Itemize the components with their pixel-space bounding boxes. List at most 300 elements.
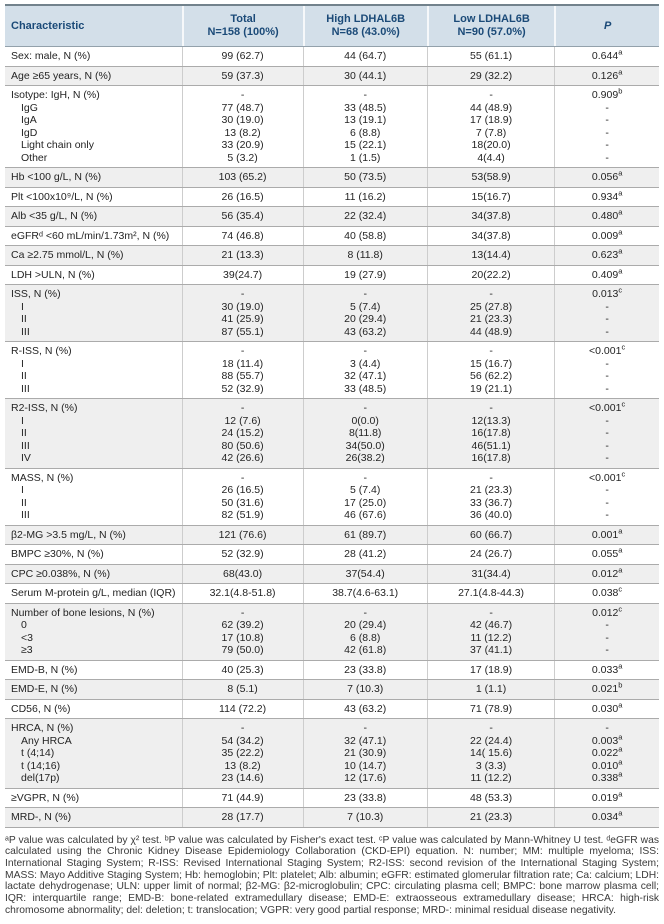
cell-line: HRCA, N (%) bbox=[11, 722, 74, 734]
cell-line: - bbox=[605, 114, 609, 126]
cell-line: 20 (29.4) bbox=[344, 619, 387, 631]
cell-line: III bbox=[21, 382, 30, 395]
row-value-cell bbox=[427, 168, 555, 187]
row-value-cell bbox=[427, 188, 555, 207]
cell-line: 0.644$^a$ bbox=[591, 47, 623, 62]
row-value-cell bbox=[303, 565, 427, 584]
row-value-cell bbox=[554, 469, 659, 525]
cell-line: 0.055$^a$ bbox=[591, 545, 623, 560]
cell-line: 0.409$^a$ bbox=[591, 266, 623, 281]
cell-line: 15 (16.7) bbox=[470, 357, 513, 370]
cell-line: 13 (8.2) bbox=[224, 126, 261, 139]
cell-line: 38.7(4.6-63.1) bbox=[332, 587, 399, 599]
cell-line: 56 (35.4) bbox=[221, 210, 264, 222]
cell-line: - bbox=[489, 471, 493, 484]
cell-line: 25 (27.8) bbox=[470, 300, 513, 313]
table-row-group bbox=[5, 603, 659, 660]
table-row-group bbox=[5, 788, 659, 808]
cell-line: 23 (33.8) bbox=[344, 663, 387, 676]
p-value-superscript: a bbox=[618, 789, 623, 798]
p-value-superscript: a bbox=[618, 188, 623, 197]
cell-line: R-ISS, N (%) bbox=[11, 345, 72, 357]
cell-line: 46(51.1) bbox=[471, 439, 511, 452]
cell-line: 30 (44.1) bbox=[344, 69, 387, 82]
cell-line: 0.013$^c$ bbox=[592, 285, 623, 300]
row-value-cell bbox=[554, 808, 659, 827]
cell-line: 0.010$^a$ bbox=[591, 757, 623, 772]
cell-line: 17 (25.0) bbox=[344, 496, 387, 509]
row-value-cell bbox=[182, 661, 303, 680]
table-row-group bbox=[5, 85, 659, 167]
cell-line: 17 (10.8) bbox=[221, 631, 264, 644]
table-row-group bbox=[5, 583, 659, 603]
row-value-cell bbox=[303, 789, 427, 808]
cell-line: - bbox=[605, 325, 609, 338]
cell-line: 0.034$^a$ bbox=[591, 808, 623, 823]
cell-line: 55 (61.1) bbox=[470, 50, 513, 62]
row-value-cell bbox=[554, 719, 659, 788]
p-value-superscript: a bbox=[618, 227, 623, 236]
cell-line: - bbox=[605, 357, 609, 370]
cell-line: III bbox=[21, 509, 30, 521]
cell-line: - bbox=[240, 606, 245, 619]
cell-line: 23 (33.8) bbox=[344, 791, 387, 804]
column-header-high-ldhal6b bbox=[303, 6, 427, 46]
cell-line: 82 (51.9) bbox=[221, 509, 264, 521]
cell-line: <3 bbox=[21, 631, 33, 644]
row-value-cell bbox=[182, 526, 303, 545]
cell-line: Ca ≥2.75 mmol/L, N (%) bbox=[11, 249, 124, 261]
cell-line: - bbox=[240, 471, 245, 484]
cell-line: 6 (8.8) bbox=[350, 631, 381, 644]
row-value-cell bbox=[427, 207, 555, 226]
row-value-cell bbox=[182, 604, 303, 660]
row-value-cell bbox=[182, 207, 303, 226]
cell-line: 33 (48.5) bbox=[344, 382, 387, 395]
row-value-cell bbox=[427, 700, 555, 719]
cell-line: III bbox=[21, 439, 30, 452]
cell-line: 34(50.0) bbox=[345, 439, 385, 452]
cell-line: 0(0.0) bbox=[351, 414, 379, 427]
cell-line: - bbox=[363, 89, 367, 101]
column-header-low-ldhal6b bbox=[427, 6, 555, 46]
cell-line: ≥VGPR, N (%) bbox=[11, 791, 80, 804]
row-label-cell bbox=[5, 207, 182, 226]
cell-line: 34(37.8) bbox=[471, 210, 511, 222]
cell-line: 24 (26.7) bbox=[470, 548, 513, 560]
cell-line: 103 (65.2) bbox=[218, 171, 267, 183]
cell-line: 62 (39.2) bbox=[221, 619, 264, 631]
cell-line: - bbox=[605, 370, 609, 382]
cell-line: BMPC ≥30%, N (%) bbox=[11, 548, 104, 560]
cell-line: Other bbox=[21, 151, 48, 164]
p-value-superscript: b bbox=[618, 86, 623, 96]
cell-line: Plt <100x10⁹/L, N (%) bbox=[11, 190, 113, 203]
cell-line: IgG bbox=[21, 101, 38, 114]
cell-line: 12(13.3) bbox=[471, 414, 511, 427]
row-value-cell bbox=[554, 584, 659, 603]
cell-line: 11 (12.2) bbox=[470, 772, 512, 784]
p-value-superscript: a bbox=[618, 246, 623, 256]
cell-line: 11 (16.2) bbox=[344, 190, 386, 203]
row-label-cell bbox=[5, 719, 182, 788]
cell-line: Light chain only bbox=[21, 139, 94, 151]
row-label-cell bbox=[5, 469, 182, 525]
row-value-cell bbox=[427, 719, 555, 788]
p-value-superscript: c bbox=[621, 399, 626, 409]
cell-line: - bbox=[240, 89, 245, 101]
cell-line: 21 (30.9) bbox=[344, 747, 387, 759]
row-value-cell bbox=[303, 246, 427, 265]
cell-line: 26(38.2) bbox=[345, 452, 385, 464]
cell-line: 6 (8.8) bbox=[350, 126, 381, 139]
column-header-characteristic bbox=[5, 6, 182, 46]
row-label-cell bbox=[5, 584, 182, 603]
row-value-cell bbox=[427, 526, 555, 545]
p-value-superscript: a bbox=[618, 744, 623, 754]
cell-line: 44 (48.9) bbox=[470, 101, 513, 114]
row-label-cell bbox=[5, 342, 182, 398]
cell-line: 26 (16.5) bbox=[221, 190, 264, 203]
cell-line: 52 (32.9) bbox=[221, 548, 264, 560]
cell-line: 18 (11.4) bbox=[221, 357, 264, 370]
row-label-cell bbox=[5, 67, 182, 86]
cell-line: 12 (17.6) bbox=[344, 772, 387, 784]
cell-line: 74 (46.8) bbox=[221, 229, 264, 242]
cell-line: 12 (7.6) bbox=[224, 414, 261, 427]
row-label-cell bbox=[5, 808, 182, 827]
row-value-cell bbox=[554, 47, 659, 66]
row-label-cell bbox=[5, 285, 182, 341]
row-value-cell bbox=[182, 565, 303, 584]
cell-line: 32 (47.1) bbox=[344, 370, 387, 382]
row-value-cell bbox=[182, 67, 303, 86]
row-value-cell bbox=[427, 47, 555, 66]
row-value-cell bbox=[303, 661, 427, 680]
cell-line: 32 (47.1) bbox=[344, 734, 387, 747]
column-header-sub: N=68 (43.0%) bbox=[331, 26, 400, 38]
cell-line: 33 (48.5) bbox=[344, 101, 387, 114]
cell-line: 7 (10.3) bbox=[347, 811, 384, 823]
cell-line: 87 (55.1) bbox=[221, 325, 264, 338]
row-value-cell bbox=[182, 266, 303, 285]
row-value-cell bbox=[303, 526, 427, 545]
row-value-cell bbox=[303, 47, 427, 66]
table-row-group bbox=[5, 807, 659, 827]
cell-line: CD56, N (%) bbox=[11, 702, 71, 715]
p-value-superscript: a bbox=[618, 266, 623, 275]
cell-line: 37(54.4) bbox=[345, 567, 385, 580]
cell-line: - bbox=[605, 427, 609, 439]
row-label-cell bbox=[5, 661, 182, 680]
cell-line: III bbox=[21, 325, 30, 338]
cell-line: del(17p) bbox=[21, 772, 60, 784]
row-value-cell bbox=[303, 584, 427, 603]
cell-line: 40 (58.8) bbox=[344, 229, 387, 242]
row-value-cell bbox=[554, 545, 659, 564]
cell-line: 61 (89.7) bbox=[344, 528, 387, 541]
row-value-cell bbox=[427, 227, 555, 246]
row-value-cell bbox=[303, 285, 427, 341]
cell-line: 3 (4.4) bbox=[350, 357, 381, 370]
cell-line: - bbox=[605, 101, 609, 114]
row-value-cell bbox=[554, 266, 659, 285]
row-value-cell bbox=[303, 86, 427, 167]
table-row-group bbox=[5, 398, 659, 468]
row-value-cell bbox=[554, 680, 659, 699]
cell-line: - bbox=[240, 402, 245, 414]
cell-line: - bbox=[605, 509, 609, 521]
cell-line: 0.038$^c$ bbox=[592, 584, 623, 599]
cell-line: 16(17.8) bbox=[471, 427, 511, 439]
row-value-cell bbox=[182, 342, 303, 398]
p-value-superscript: b bbox=[618, 680, 623, 690]
cell-line: 22 (32.4) bbox=[344, 210, 387, 222]
cell-line: 80 (50.6) bbox=[221, 439, 264, 452]
cell-line: t (14;16) bbox=[21, 759, 61, 772]
row-label-cell bbox=[5, 526, 182, 545]
row-label-cell bbox=[5, 227, 182, 246]
table-row-group bbox=[5, 699, 659, 719]
row-label-cell bbox=[5, 604, 182, 660]
row-value-cell bbox=[427, 545, 555, 564]
cell-line: 28 (41.2) bbox=[344, 548, 387, 560]
p-value-superscript: a bbox=[618, 545, 623, 555]
cell-line: 53(58.9) bbox=[471, 171, 511, 183]
cell-line: 0.009$^a$ bbox=[591, 227, 623, 242]
table-row-group bbox=[5, 544, 659, 564]
cell-line: 54 (34.2) bbox=[221, 734, 264, 747]
cell-line: 59 (37.3) bbox=[221, 69, 264, 82]
cell-line: 50 (73.5) bbox=[344, 171, 387, 183]
cell-line: - bbox=[489, 722, 493, 734]
row-value-cell bbox=[554, 342, 659, 398]
row-label-cell bbox=[5, 700, 182, 719]
row-label-cell bbox=[5, 86, 182, 167]
cell-line: Isotype: IgH, N (%) bbox=[11, 89, 100, 101]
cell-line: 71 (44.9) bbox=[221, 791, 264, 804]
cell-line: 0.012$^c$ bbox=[592, 604, 623, 619]
column-header-label: Characteristic bbox=[11, 19, 85, 32]
cell-line: 21 (13.3) bbox=[221, 249, 264, 261]
row-value-cell bbox=[303, 188, 427, 207]
row-value-cell bbox=[554, 526, 659, 545]
cell-line: 1 (1.5) bbox=[350, 151, 381, 164]
cell-line: 21 (23.3) bbox=[470, 811, 513, 823]
row-value-cell bbox=[427, 680, 555, 699]
cell-line: 5 (3.2) bbox=[227, 151, 258, 164]
row-value-cell bbox=[303, 545, 427, 564]
row-value-cell bbox=[554, 227, 659, 246]
cell-line: 121 (76.6) bbox=[218, 528, 267, 541]
row-value-cell bbox=[182, 47, 303, 66]
row-value-cell bbox=[303, 469, 427, 525]
cell-line: 32.1(4.8-51.8) bbox=[209, 587, 276, 599]
cell-line: - bbox=[605, 644, 609, 656]
table-header-row bbox=[5, 6, 659, 47]
cell-line: Alb <35 g/L, N (%) bbox=[11, 210, 98, 222]
cell-line: 56 (62.2) bbox=[470, 370, 513, 382]
row-value-cell bbox=[303, 207, 427, 226]
row-value-cell bbox=[303, 680, 427, 699]
cell-line: II bbox=[21, 370, 27, 382]
cell-line: - bbox=[605, 313, 609, 325]
p-value-superscript: c bbox=[621, 469, 626, 478]
row-value-cell bbox=[427, 266, 555, 285]
cell-line: - bbox=[605, 126, 609, 139]
row-value-cell bbox=[427, 808, 555, 827]
cell-line: 42 (61.8) bbox=[344, 644, 387, 656]
cell-line: 71 (78.9) bbox=[470, 702, 513, 715]
cell-line: - bbox=[240, 288, 245, 300]
row-value-cell bbox=[303, 266, 427, 285]
column-header-total bbox=[182, 6, 303, 46]
cell-line: 17 (18.9) bbox=[470, 663, 513, 676]
cell-line: Any HRCA bbox=[21, 734, 72, 747]
row-value-cell bbox=[554, 168, 659, 187]
cell-line: 15 (22.1) bbox=[344, 139, 387, 151]
cell-line: 0.022$^a$ bbox=[591, 744, 623, 759]
row-value-cell bbox=[182, 584, 303, 603]
cell-line: 20 (29.4) bbox=[344, 313, 387, 325]
table-row-group bbox=[5, 679, 659, 699]
cell-line: 39(24.7) bbox=[223, 268, 263, 281]
row-value-cell bbox=[554, 285, 659, 341]
cell-line: Number of bone lesions, N (%) bbox=[11, 606, 155, 619]
cell-line: II bbox=[21, 427, 27, 439]
row-value-cell bbox=[427, 469, 555, 525]
cell-line: 30 (19.0) bbox=[221, 114, 264, 126]
p-value-superscript: a bbox=[618, 661, 623, 670]
cell-line: 28 (17.7) bbox=[221, 811, 264, 823]
p-value-superscript: a bbox=[618, 757, 623, 766]
cell-line: II bbox=[21, 313, 27, 325]
cell-line: Sex: male, N (%) bbox=[11, 50, 91, 62]
cell-line: 37 (41.1) bbox=[470, 644, 513, 656]
cell-line: 99 (62.7) bbox=[221, 50, 264, 62]
cell-line: ≥3 bbox=[21, 644, 33, 656]
cell-line: 35 (22.2) bbox=[221, 747, 264, 759]
cell-line: 50 (31.6) bbox=[221, 496, 264, 509]
row-value-cell bbox=[554, 789, 659, 808]
cell-line: Age ≥65 years, N (%) bbox=[11, 69, 112, 82]
table-row-group bbox=[5, 187, 659, 207]
row-value-cell bbox=[554, 565, 659, 584]
cell-line: 1 (1.1) bbox=[475, 683, 507, 695]
p-value-superscript: a bbox=[618, 526, 623, 535]
column-header-p-value bbox=[554, 6, 659, 46]
cell-line: 0.021$^b$ bbox=[591, 680, 623, 695]
column-header-sub: N=90 (57.0%) bbox=[457, 26, 526, 38]
cell-line: - bbox=[240, 345, 245, 357]
row-label-cell bbox=[5, 399, 182, 468]
cell-line: 29 (32.2) bbox=[470, 69, 513, 82]
cell-line: 27.1(4.8-44.3) bbox=[458, 587, 525, 599]
cell-line: - bbox=[605, 139, 609, 151]
cell-line: - bbox=[489, 402, 493, 414]
cell-line: - bbox=[363, 606, 367, 619]
cell-line: 46 (67.6) bbox=[344, 509, 387, 521]
cell-line: 7 (10.3) bbox=[347, 683, 384, 695]
cell-line: 21 (23.3) bbox=[470, 484, 513, 496]
cell-line: R2-ISS, N (%) bbox=[11, 402, 78, 414]
cell-line: 34(37.8) bbox=[471, 229, 511, 242]
column-header-sub: N=158 (100%) bbox=[207, 26, 279, 38]
row-value-cell bbox=[182, 789, 303, 808]
row-value-cell bbox=[554, 67, 659, 86]
page bbox=[0, 4, 664, 924]
cell-line: 5 (7.4) bbox=[350, 300, 381, 313]
row-value-cell bbox=[303, 808, 427, 827]
p-value-superscript: a bbox=[618, 67, 623, 76]
p-value-superscript: a bbox=[618, 769, 623, 779]
cell-line: 0.019$^a$ bbox=[591, 789, 623, 804]
cell-line: - bbox=[363, 722, 367, 734]
p-value-superscript: a bbox=[618, 808, 623, 818]
p-value-superscript: a bbox=[618, 700, 623, 709]
row-value-cell bbox=[554, 700, 659, 719]
row-value-cell bbox=[554, 399, 659, 468]
p-value-superscript: a bbox=[618, 168, 623, 178]
cell-line: 114 (72.2) bbox=[219, 702, 267, 715]
cell-line: 52 (32.9) bbox=[221, 382, 264, 395]
row-label-cell bbox=[5, 680, 182, 699]
cell-line: 0.012$^a$ bbox=[591, 565, 623, 580]
row-value-cell bbox=[182, 285, 303, 341]
row-value-cell bbox=[554, 207, 659, 226]
cell-line: - bbox=[605, 452, 609, 464]
cell-line: - bbox=[605, 619, 609, 631]
cell-line: - bbox=[605, 300, 609, 313]
p-value-superscript: c bbox=[618, 604, 623, 613]
row-label-cell bbox=[5, 565, 182, 584]
cell-line: Hb <100 g/L, N (%) bbox=[11, 171, 102, 183]
cell-line: Serum M-protein g/L, median (IQR) bbox=[11, 587, 176, 599]
cell-line: - bbox=[605, 414, 609, 427]
cell-line: - bbox=[240, 722, 245, 734]
cell-line: 0.623$^a$ bbox=[591, 246, 623, 261]
cell-line: 0 bbox=[21, 619, 27, 631]
row-value-cell bbox=[303, 67, 427, 86]
row-value-cell bbox=[554, 604, 659, 660]
p-value-superscript: a bbox=[618, 207, 623, 217]
row-value-cell bbox=[303, 604, 427, 660]
cell-line: 20(22.2) bbox=[471, 268, 511, 281]
cell-line: 3 (3.3) bbox=[475, 759, 507, 772]
cell-line: - bbox=[605, 496, 609, 509]
table-row-group bbox=[5, 265, 659, 285]
cell-line: β2-MG >3.5 mg/L, N (%) bbox=[11, 528, 126, 541]
cell-line: 33 (20.9) bbox=[221, 139, 264, 151]
row-value-cell bbox=[427, 285, 555, 341]
cell-line: 31(34.4) bbox=[471, 567, 511, 580]
row-value-cell bbox=[427, 399, 555, 468]
row-value-cell bbox=[554, 188, 659, 207]
cell-line: 42 (46.7) bbox=[470, 619, 513, 631]
cell-line: 13 (19.1) bbox=[344, 114, 387, 126]
row-value-cell bbox=[182, 719, 303, 788]
cell-line: II bbox=[21, 496, 27, 509]
cell-line: - bbox=[363, 471, 367, 484]
row-value-cell bbox=[427, 584, 555, 603]
row-value-cell bbox=[182, 86, 303, 167]
cell-line: 16(17.8) bbox=[471, 452, 511, 464]
row-value-cell bbox=[182, 227, 303, 246]
cell-line: 13(14.4) bbox=[471, 249, 511, 261]
cell-line: t (4;14) bbox=[21, 747, 55, 759]
table-footnote: ᵃP value was calculated by χ² test. ᵇP value was calculated by Fisher's exact test. ᶜP value was calculated by Mann-Whitney U test. ᵈeGFR was calculated using the Chronic Kidney Disease Epidemiology Collaboration (CKD-EPI) equation. N: number; MM: multiple myeloma; ISS: International Staging System; R-ISS: Revised International Staging System; R2-ISS: second revision of the International Staging System; MASS: Mayo Additive Staging System; Hb: hemoglobin; Plt: platelet; Alb: albumin; eGFR: estimated glomerular filtration rate; Ca: calcium; LDH: lactate dehydrogenase; ULN: upper limit of normal; β2-MG: β2-microglobulin; CPC: circulating plasma cell; BMPC: bone marrow plasma cell; IQR: interquartile range; EMD-B: bone-related extramedullary disease; EMD-E: extraosseous extramedullary disease; HRCA: high-risk chromosome abnormality; del: deletion; t: translocation; VGPR: very good partial response; MRD-: minimal residual disease negativity. bbox=[5, 834, 659, 916]
cell-line: 24 (15.2) bbox=[221, 427, 264, 439]
